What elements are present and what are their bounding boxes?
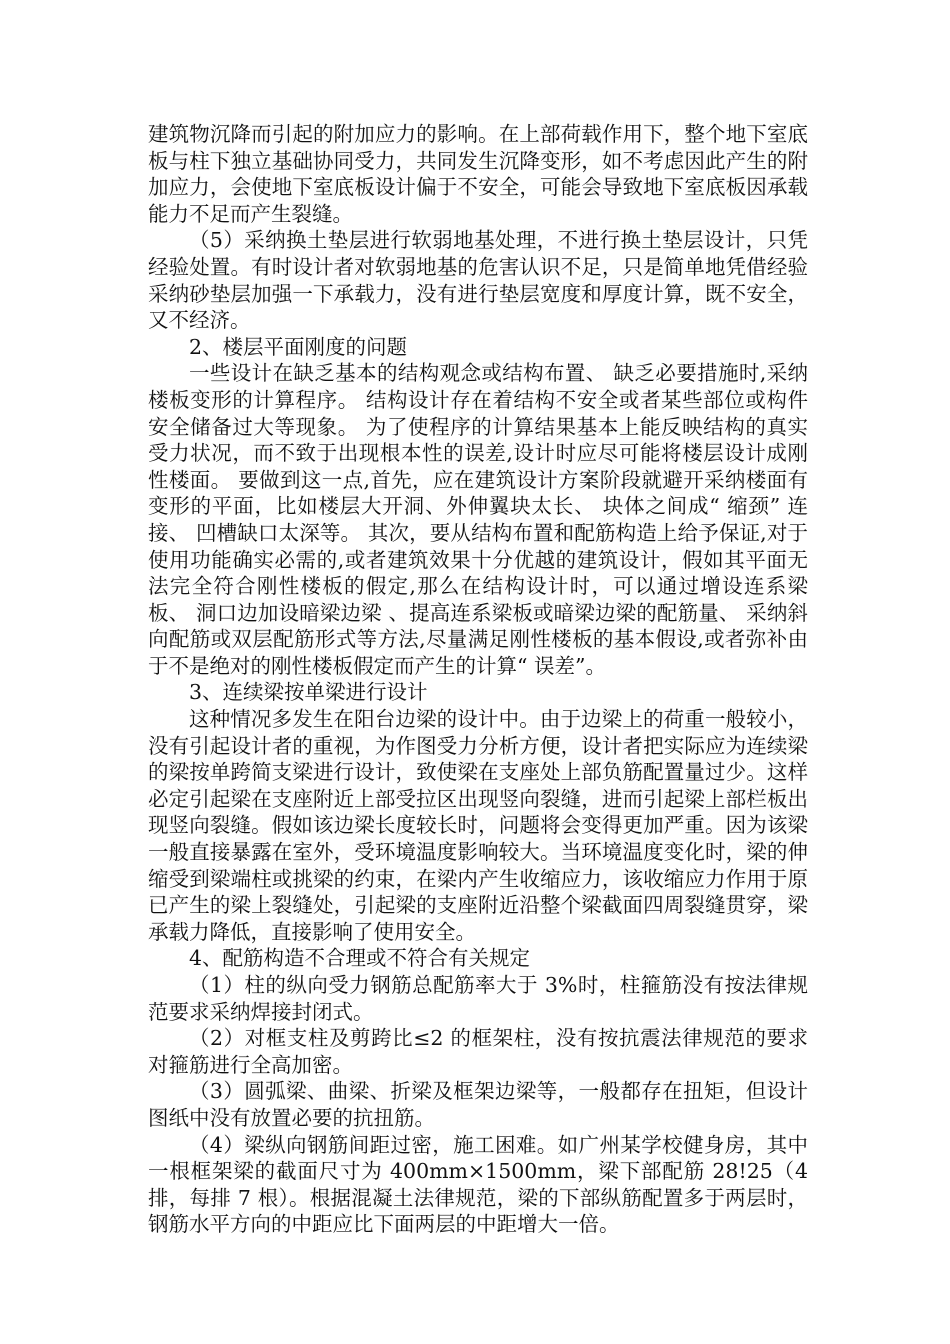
section-heading-3: 3、连续梁按单梁进行设计: [189, 680, 428, 705]
document-body: [148, 121, 808, 1238]
paragraph-item-1: （1）柱的纵向受力钢筋总配筋率大于 3%时，柱箍筋没有按法律规范要求采纳焊接封闭式。: [148, 973, 808, 1024]
paragraph-continuation: 建筑物沉降而引起的附加应力的影响。在上部荷载作用下，整个地下室底板与柱下独立基础协同受力，共同发生沉降变形，如不考虑因此产生的附加应力，会使地下室底板设计偏于不安全，可能会导致地下室底板因承载能力不足而产生裂缝。: [148, 122, 808, 226]
paragraph-item-5: （5）采纳换土垫层进行软弱地基处理，不进行换土垫层设计，只凭经验处置。有时设计者对软弱地基的危害认识不足，只是简单地凭借经验采纳砂垫层加强一下承载力，没有进行垫层宽度和厚度计算，既不安全，又不经济。: [148, 228, 808, 333]
paragraph-floor-stiffness: 一些设计在缺乏基本的结构观念或结构布置、 缺乏必要措施时,采纳楼板变形的计算程序。 结构设计存在着结构不安全或者某些部位或构件安全储备过大等现象。 为了使程序的计算结果基本上能反映结构的真实受力状况，而不致于出现根本性的误差,设计时应尽可能将楼层设计成刚性楼面。 要做到这一点,首先，应在建筑设计方案阶段就避开采纳楼面有变形的平面，比如楼层大开洞、外伸翼块太长、 块体之间成“ 缩颈” 连接、 凹槽缺口太深等。 其次，要从结构布置和配筋构造上给予保证,对于使用功能确实必需的,或者建筑效果十分优越的建筑设计，假如其平面无法完全符合刚性楼板的假定,那么在结构设计时，可以通过增设连系梁板、 洞口边加设暗梁边梁 、提高连系梁板或暗梁边梁的配筋量、 采纳斜向配筋或双层配筋形式等方法,尽量满足刚性楼板的基本假设,或者弥补由于不是绝对的刚性楼板假定而产生的计算“ 误差”。: [148, 361, 808, 678]
paragraph-item-3: （3）圆弧梁、曲梁、折梁及框架边梁等，一般都存在扭矩，但设计图纸中没有放置必要的抗扭筋。: [148, 1079, 808, 1130]
paragraph-item-4: （4）梁纵向钢筋间距过密，施工困难。如广州某学校健身房，其中一根框架梁的截面尺寸为 400mm×1500mm，梁下部配筋 28!25（4 排，每排 7 根）。根据混凝土法律规范，梁的下部纵筋配置多于两层时，钢筋水平方向的中距应比下面两层的中距增大一倍。: [148, 1132, 808, 1237]
paragraph-continuous-beam: 这种情况多发生在阳台边梁的设计中。由于边梁上的荷重一般较小，没有引起设计者的重视，为作图受力分析方便，设计者把实际应为连续梁的梁按单跨简支梁进行设计，致使梁在支座处上部负筋配置量过少。这样必定引起梁在支座附近上部受拉区出现竖向裂缝，进而引起梁上部栏板出现竖向裂缝。假如该边梁长度较长时，问题将会变得更加严重。因为该梁一般直接暴露在室外，受环境温度影响较大。当环境温度变化时，梁的伸缩受到梁端柱或挑梁的约束，在梁内产生收缩应力，该收缩应力作用于原已产生的梁上裂缝处，引起梁的支座附近沿整个梁截面四周裂缝贯穿，梁承载力降低，直接影响了使用安全。: [148, 707, 808, 944]
section-heading-4: 4、配筋构造不合理或不符合有关规定: [189, 946, 531, 971]
paragraph-item-2: （2）对框支柱及剪跨比≤2 的框架柱，没有按抗震法律规范的要求对箍筋进行全高加密。: [148, 1026, 808, 1077]
section-heading-2: 2、楼层平面刚度的问题: [189, 334, 408, 359]
